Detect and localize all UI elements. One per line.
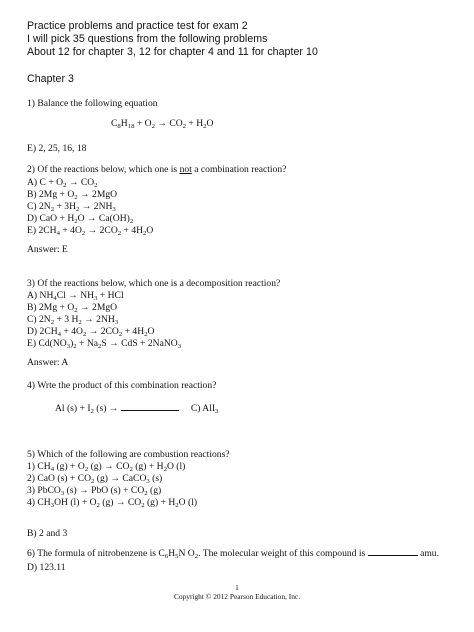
copyright-notice: Copyright © 2012 Pearson Education, Inc. bbox=[173, 592, 301, 601]
q2-option: B) $2Mg + O_2 \to 2MgO$ bbox=[27, 189, 118, 201]
q1-answer: E) 2, 25, 16, 18 bbox=[27, 143, 87, 154]
q6-question bbox=[27, 548, 439, 560]
q2-question bbox=[27, 164, 286, 176]
q6-unit: amu. bbox=[417, 548, 439, 559]
q5-question: 5) Which of the following are combustion reactions? bbox=[27, 449, 230, 460]
q5-item: 4) $CH_3OH$ $(l) + O_2$ $(g) \to CO_2$ $(g) + H_2O$ (l) bbox=[27, 497, 198, 509]
q3-option: A) $NH_4Cl \to NH_3$ + HCl bbox=[27, 290, 124, 302]
header-line-1: Practice problems and practice test for exam 2 bbox=[27, 20, 248, 32]
q1-question: 1) Balance the following equation bbox=[27, 98, 158, 109]
q4-answer: C) AlI$_3$ bbox=[190, 403, 219, 415]
q2-option: A) $C + O_2 \to CO_2$ bbox=[27, 177, 98, 189]
q2-question-emphasis: not bbox=[179, 164, 192, 175]
q3-question: 3) Of the reactions below, which one is a decomposition reaction? bbox=[27, 278, 281, 289]
header-line-2: I will pick 35 questions from the following problems bbox=[27, 33, 268, 45]
q5-item: 3) PbCO$_3$ (s) → PbO $(s) + CO_2$ (g) bbox=[27, 485, 162, 497]
q2-option: C) $2N_2 + 3H_2 \to 2NH_3$ bbox=[27, 201, 116, 213]
q6-question-text: 6) The formula of nitrobenzene is $C_6H_5N$ $O_2$. The molecular weight of this compound is bbox=[27, 548, 368, 560]
q5-answer: B) 2 and 3 bbox=[27, 528, 68, 539]
q2-question-pre: 2) Of the reactions below, which one is bbox=[27, 164, 180, 175]
q5-items bbox=[27, 461, 197, 509]
q2-option: D) CaO + $H_2O \to Ca(OH)_2$ bbox=[27, 213, 134, 225]
q2-options bbox=[27, 177, 153, 237]
q3-option: E) $Cd(NO_3)_2 + Na_2S$ → CdS + 2NaNO$_3$ bbox=[27, 338, 182, 350]
q4-equation-line bbox=[55, 403, 218, 415]
q3-option: C) $2N_2 + 3$ $H_2 \to 2NH_3$ bbox=[27, 314, 119, 326]
q4-equation: Al $(s) + I_2$ (s) → bbox=[55, 403, 121, 415]
q6-answer-blank bbox=[368, 555, 418, 556]
q1-equation: $C_8H_{18} + O_2 \to CO_2 + H_2O$ bbox=[111, 118, 214, 130]
q2-question-post: a combination reaction? bbox=[191, 164, 287, 175]
q4-question: 4) Wrte the product of this combination reaction? bbox=[27, 380, 217, 391]
page-number: 1 bbox=[235, 583, 239, 592]
q6-answer: D) 123.11 bbox=[27, 562, 66, 573]
q4-answer-blank bbox=[121, 410, 179, 411]
q2-answer: Answer: E bbox=[27, 244, 68, 255]
q5-item: 1) $CH_4$ $(g) + O_2$ $(g) \to CO_2$ $(g) + H_2O$ (l) bbox=[27, 461, 186, 473]
q3-answer: Answer: A bbox=[27, 357, 69, 368]
chapter-title: Chapter 3 bbox=[27, 73, 74, 85]
header-line-3: About 12 for chapter 3, 12 for chapter 4 and 11 for chapter 10 bbox=[27, 46, 318, 58]
q3-options bbox=[27, 290, 181, 350]
q5-item: 2) CaO $(s) + CO_2$ (g) → CaCO$_3$ (s) bbox=[27, 473, 163, 485]
q3-option: B) $2Mg + O_2 \to 2MgO$ bbox=[27, 302, 118, 314]
q3-option: D) $2CH_4 + 4O_2 \to 2CO_2 + 4H_2O$ bbox=[27, 326, 155, 338]
q2-option: E) $2CH_4 + 4O_2 \to 2CO_2 + 4H_2O$ bbox=[27, 225, 154, 237]
